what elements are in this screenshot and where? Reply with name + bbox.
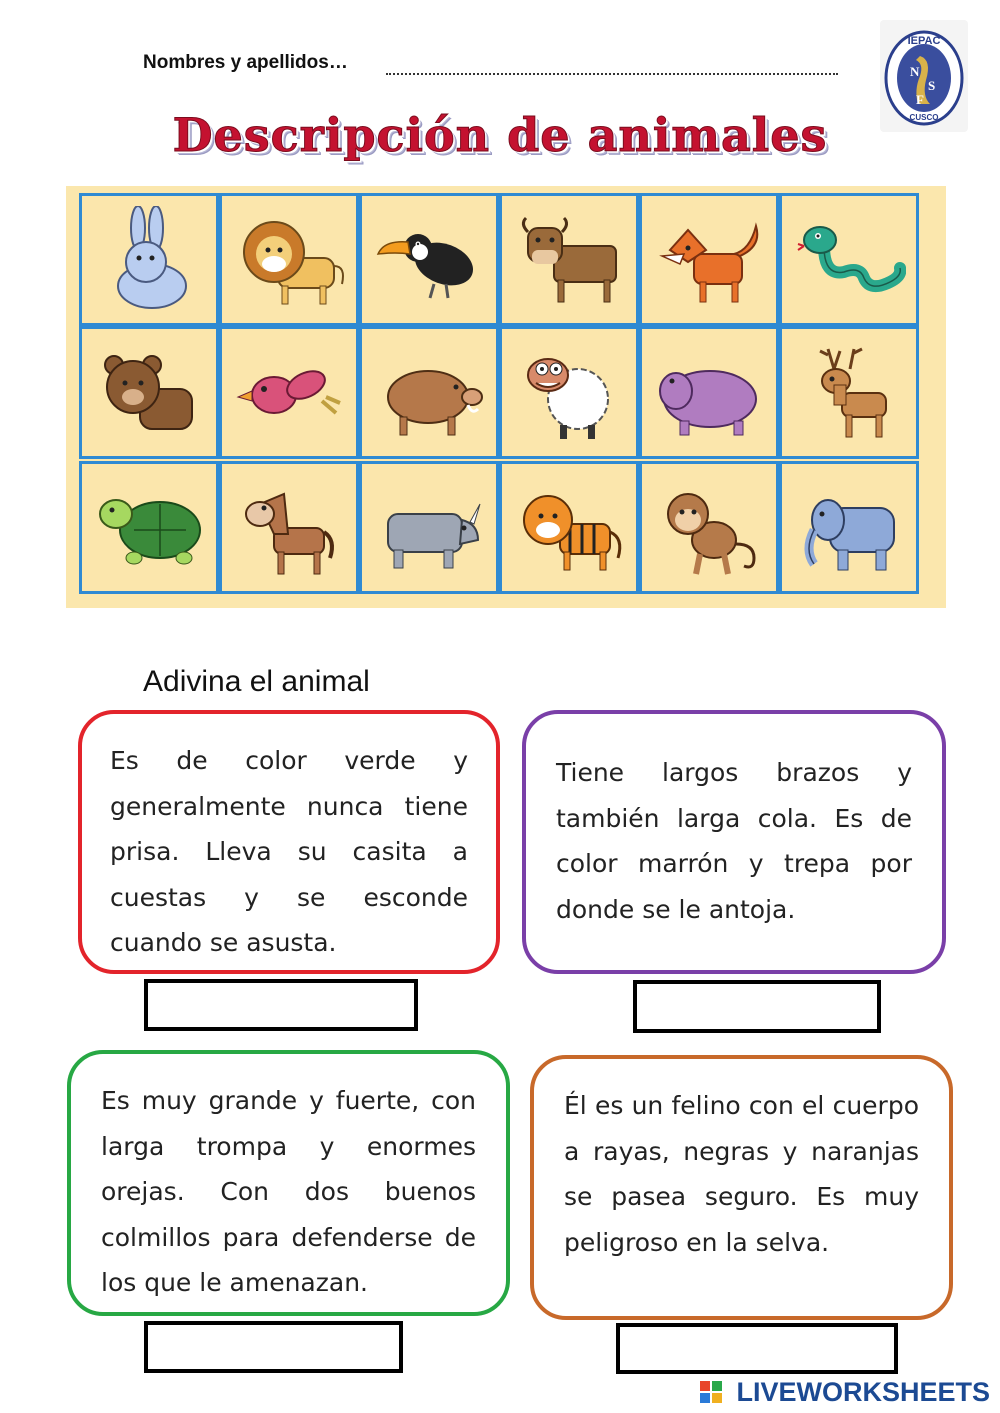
snake-icon: [794, 206, 906, 314]
riddle-text: Él es un felino con el cuerpo a rayas, negras y naranjas se pasea seguro. Es muy peligroso en la selva.: [564, 1091, 919, 1257]
tiger-icon: [514, 474, 626, 582]
fox-icon: [654, 206, 766, 314]
liveworksheets-logo-icon: [700, 1381, 722, 1403]
animal-cell: [79, 193, 219, 326]
bird-icon: [234, 339, 346, 447]
animal-cell: [219, 193, 359, 326]
name-label: Nombres y apellidos…: [143, 52, 348, 73]
brand-name: LIVEWORKSHEETS: [736, 1377, 990, 1407]
animal-cell: [499, 461, 639, 594]
animal-cell: [219, 461, 359, 594]
animal-cell: [79, 326, 219, 459]
animal-cell: [359, 193, 499, 326]
deer-icon: [794, 339, 906, 447]
riddle-text: Tiene largos brazos y también larga cola. Es de color marrón y trepa por donde se le antoja.: [556, 758, 912, 924]
section-title: Adivina el animal: [143, 665, 370, 698]
answer-box[interactable]: [616, 1323, 898, 1374]
monkey-icon: [654, 474, 766, 582]
riddle-card-turtle: [78, 710, 500, 974]
elephant-icon: [794, 474, 906, 582]
animal-cell: [639, 461, 779, 594]
name-dotted-line: [386, 73, 838, 75]
riddle-card-monkey: [522, 710, 946, 974]
animal-cell: [779, 193, 919, 326]
answer-box[interactable]: [144, 979, 418, 1031]
animal-cell: [779, 326, 919, 459]
bear-icon: [94, 339, 206, 447]
rhino-icon: [374, 474, 486, 582]
animal-cell: [639, 193, 779, 326]
animal-cell: [79, 461, 219, 594]
logo-letter-n: N: [910, 64, 920, 79]
animal-cell: [779, 461, 919, 594]
page-title: Descripción de animales: [172, 108, 828, 162]
logo-text-bottom: CUSCO: [909, 113, 939, 122]
animal-cell: [359, 326, 499, 459]
answer-box[interactable]: [144, 1321, 403, 1373]
cow-icon: [514, 206, 626, 314]
animal-cell: [359, 461, 499, 594]
animal-cell: [219, 326, 359, 459]
horse-icon: [234, 474, 346, 582]
animal-cell: [639, 326, 779, 459]
toucan-icon: [374, 206, 486, 314]
hippo-icon: [654, 339, 766, 447]
logo-letter-f: F: [916, 92, 924, 107]
animal-cell: [499, 193, 639, 326]
riddle-card-tiger: [530, 1055, 953, 1320]
boar-icon: [374, 339, 486, 447]
turtle-icon: [94, 474, 206, 582]
lion-icon: [234, 206, 346, 314]
logo-letter-s: S: [928, 78, 936, 93]
riddle-card-elephant: [67, 1050, 510, 1316]
riddle-text: Es de color verde y generalmente nunca tiene prisa. Lleva su casita a cuestas y se esconde cuando se asusta.: [110, 746, 468, 957]
animal-cell: [499, 326, 639, 459]
answer-box[interactable]: [633, 980, 881, 1033]
logo-text-top: IEPAC: [907, 35, 941, 47]
riddle-text: Es muy grande y fuerte, con larga trompa y enormes orejas. Con dos buenos colmillos para defenderse de los que le amenazan.: [101, 1086, 476, 1297]
sheep-icon: [514, 339, 626, 447]
animal-grid: [66, 186, 946, 608]
rabbit-icon: [94, 206, 206, 314]
